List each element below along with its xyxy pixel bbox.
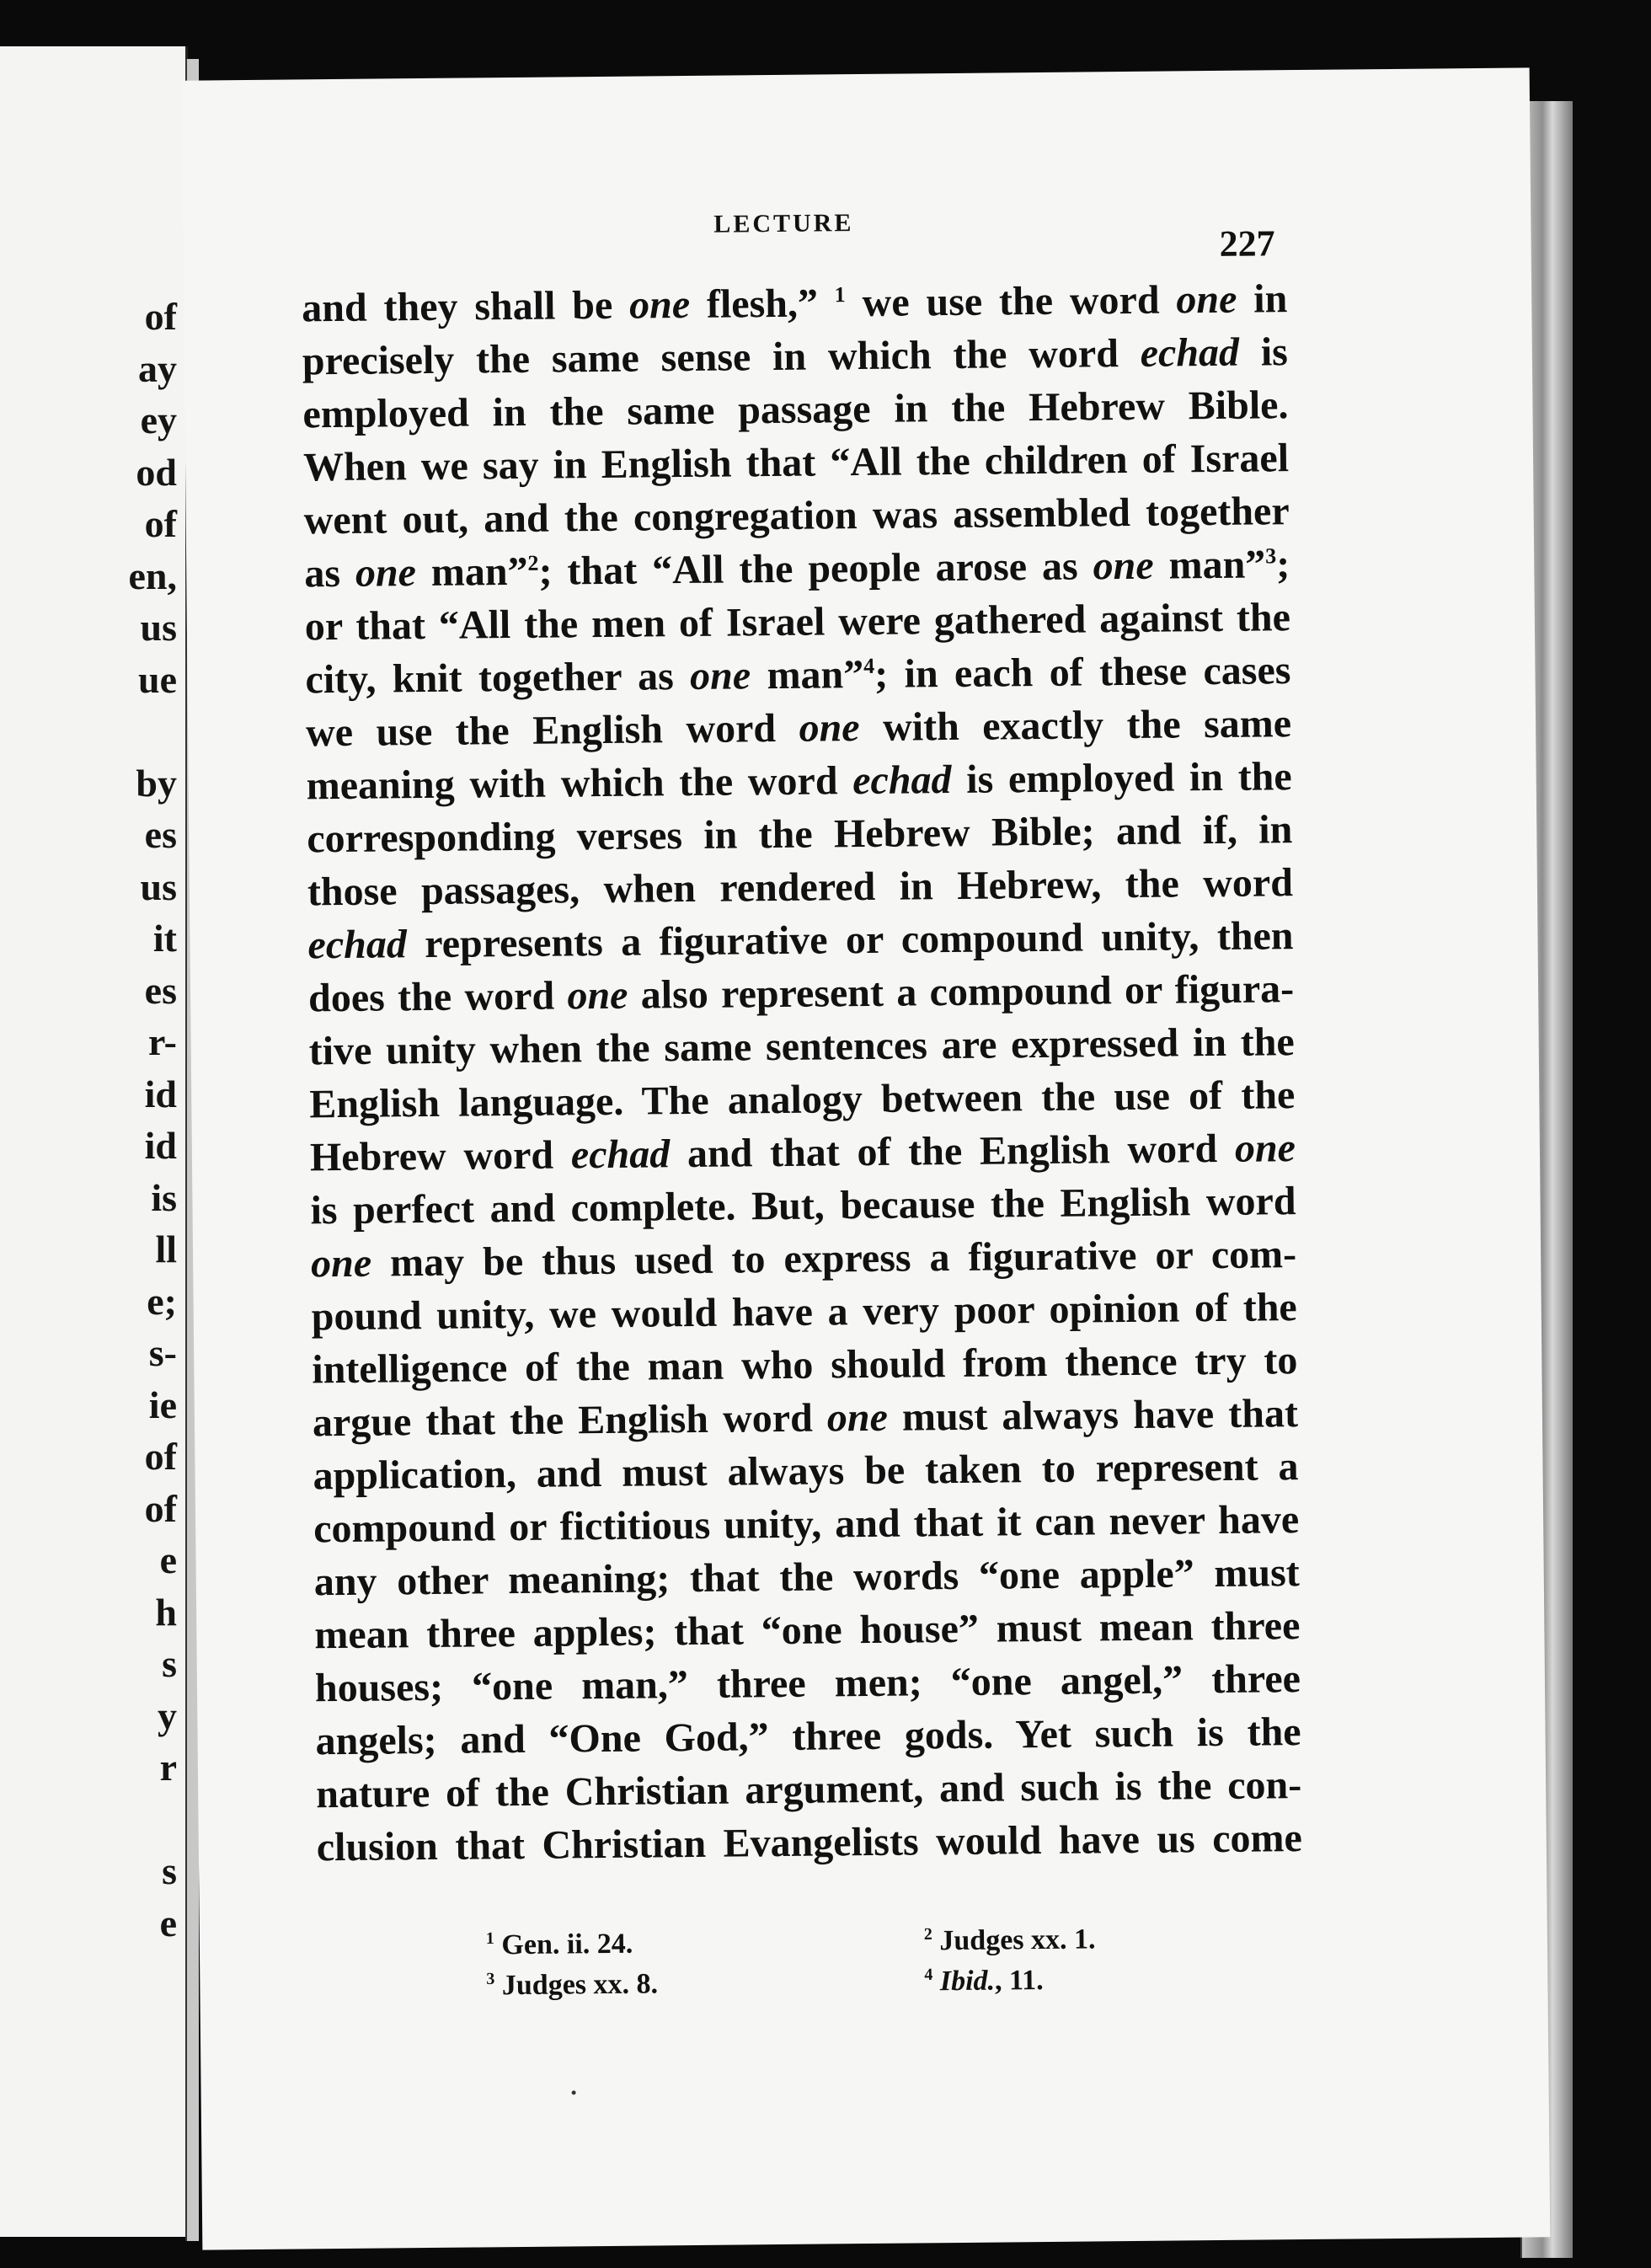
left-fragment: od [136, 450, 177, 494]
text-run: tive unity when the same sentences are expressed in the [308, 1019, 1295, 1074]
text-line [306, 697, 1292, 759]
italic-word: one [1234, 1126, 1296, 1171]
text-run: city, knit together as [305, 653, 691, 703]
left-fragment: ll [155, 1228, 177, 1270]
text-line [305, 644, 1291, 706]
text-run: When we say in English that “All the children of Israel [302, 436, 1290, 490]
text-line [314, 1599, 1301, 1661]
text-line [308, 1015, 1295, 1078]
text-line [311, 1228, 1297, 1290]
text-run: in [1237, 276, 1288, 322]
text-run: mean three apples; that “one house” must mean three [314, 1603, 1301, 1658]
left-fragment: ey [140, 399, 177, 441]
left-fragment: of [144, 295, 177, 338]
text-run: also represent a compound or figura- [628, 966, 1295, 1018]
text-run: flesh,” [689, 281, 836, 327]
left-fragment: s [162, 1642, 177, 1685]
text-run: as [304, 550, 356, 596]
text-line [307, 856, 1294, 918]
text-line [310, 1174, 1296, 1237]
italic-word: echad [1140, 329, 1240, 376]
text-run: represents a figurative or compound unity, then [406, 913, 1294, 967]
italic-word: echad [852, 757, 952, 804]
text-line [307, 803, 1293, 865]
footnote-mark: 1 [485, 1928, 494, 1949]
left-fragment: us [140, 606, 177, 649]
text-line [315, 1705, 1301, 1768]
italic-word: one [689, 653, 751, 698]
text-line [304, 538, 1290, 600]
left-fragment: es [144, 813, 177, 856]
left-fragment: es [144, 968, 177, 1012]
text-run: corresponding verses in the Hebrew Bible; and if, in [307, 807, 1293, 862]
text-run: man” [750, 652, 864, 698]
footnote-text: Ibid. [939, 1965, 996, 1998]
text-line [303, 431, 1290, 494]
text-line [312, 1334, 1298, 1396]
left-fragment: ie [148, 1383, 177, 1426]
text-run: is employed in the [951, 754, 1292, 803]
text-run: those passages, when rendered in Hebrew, the word [307, 860, 1294, 915]
left-page [0, 46, 188, 2237]
left-fragment: it [152, 917, 177, 960]
right-page [182, 67, 1551, 2249]
italic-word: one [628, 281, 691, 328]
text-run: nature of the Christian argument, and such is the con- [315, 1763, 1302, 1817]
footnote-mark: 2 [923, 1924, 932, 1944]
left-fragment: ay [138, 346, 177, 390]
footnote-ref: 1 [834, 282, 846, 308]
text-run: argue that the English word [312, 1395, 828, 1446]
footnote-ref: 4 [863, 653, 875, 678]
left-fragment [51, 705, 177, 757]
footnote [486, 1923, 924, 1964]
text-run: application, and must always be taken to represent a [313, 1444, 1299, 1499]
italic-word: one [310, 1240, 372, 1286]
text-run: may be thus used to express a figurative or com- [371, 1232, 1297, 1286]
body-text [302, 272, 1302, 1874]
text-run: precisely the same sense in which the word [302, 330, 1141, 384]
text-line [317, 1811, 1303, 1874]
running-head: LECTURE [713, 209, 854, 238]
text-run: we use the English word [305, 705, 799, 756]
text-run: Hebrew word [309, 1132, 572, 1180]
left-fragment: id [144, 1072, 177, 1115]
footnote-mark: 4 [924, 1965, 933, 1985]
text-run: ; in each of these cases [874, 648, 1291, 697]
left-fragment: by [136, 761, 177, 805]
text-run: compound or fictitious unity, and that it can never have [313, 1497, 1300, 1552]
left-fragment: of [144, 1435, 177, 1478]
text-line [311, 1281, 1297, 1343]
footnote-ref: 2 [527, 550, 539, 575]
ink-speck [572, 2090, 576, 2094]
text-run: is perfect and complete. But, because the English word [310, 1179, 1296, 1233]
left-fragment: e [159, 1538, 177, 1581]
italic-word: one [355, 550, 417, 596]
left-fragment: id [144, 1124, 177, 1167]
text-run: with exactly the same [859, 701, 1292, 751]
italic-word: one [1093, 543, 1154, 589]
text-line [302, 272, 1288, 334]
italic-word: one [567, 972, 628, 1019]
left-fragment: e [159, 1901, 177, 1944]
left-page-text-fragments [51, 291, 177, 1949]
text-line [315, 1652, 1301, 1714]
text-line [308, 962, 1295, 1024]
footnote-text: Judges xx. 1. [939, 1923, 1096, 1957]
text-run: and they shall be [302, 282, 630, 331]
left-fragment: s- [148, 1331, 177, 1374]
left-fragment: s [162, 1849, 177, 1892]
text-run: is [1238, 329, 1289, 375]
text-line [302, 325, 1289, 388]
footnote-text: Judges xx. 8. [501, 1968, 659, 2002]
text-line [313, 1493, 1300, 1555]
text-run: or that “All the men of Israel were gathered against the [304, 595, 1291, 650]
left-fragment: en, [128, 554, 177, 597]
footnote [486, 1963, 924, 2004]
left-fragment: is [151, 1175, 177, 1219]
footnote [924, 1921, 1143, 1960]
text-line [313, 1440, 1299, 1502]
text-run: clusion that Christian Evangelists would have us come [316, 1816, 1303, 1870]
italic-word: one [1176, 276, 1237, 323]
text-line [306, 750, 1292, 812]
footnote-text: Gen. ii. 24. [501, 1928, 633, 1961]
text-run: does the word [307, 973, 568, 1021]
text-line [307, 909, 1294, 971]
footnote-ref: 3 [1265, 543, 1277, 569]
left-fragment: h [155, 1590, 177, 1634]
text-line [316, 1758, 1302, 1821]
text-run: angels; and “One God,” three gods. Yet such is the [315, 1709, 1301, 1764]
text-run: English language. The analogy between the use of the [309, 1072, 1296, 1127]
text-line [309, 1068, 1296, 1131]
text-line [313, 1546, 1300, 1608]
text-run: and that of the English word [669, 1126, 1236, 1177]
left-fragment: of [144, 1486, 177, 1530]
text-run: houses; “one man,” three men; “one angel,” three [314, 1656, 1301, 1711]
left-fragment: r [159, 1746, 177, 1789]
text-run: employed in the same passage in the Hebrew Bible. [302, 382, 1289, 437]
italic-word: one [799, 705, 860, 751]
text-run: meaning with which the word [306, 758, 853, 809]
text-run: ; [1276, 542, 1290, 587]
left-fragment: e; [147, 1279, 177, 1323]
footnote-mark: 3 [486, 1969, 495, 1989]
text-run: must always have that [887, 1391, 1299, 1440]
footnote-text-rest: , 11. [994, 1965, 1044, 1997]
text-run: man” [415, 548, 528, 596]
text-run: went out, and the congregation was assembled together [303, 489, 1290, 543]
left-fragment: us [140, 864, 177, 908]
italic-word: echad [307, 922, 408, 968]
text-line [313, 1387, 1299, 1449]
left-fragment: r- [147, 1020, 177, 1063]
text-run: pound unity, we would have a very poor opinion of the [311, 1285, 1297, 1340]
text-run: we use the word [845, 277, 1177, 326]
text-line [305, 591, 1291, 653]
left-fragment [51, 1794, 177, 1846]
text-run: any other meaning; that the words “one apple” must [313, 1550, 1300, 1605]
text-run: man” [1153, 542, 1266, 588]
footnotes [486, 1921, 1144, 2004]
left-fragment: of [144, 502, 177, 545]
page-number: 227 [1219, 222, 1275, 265]
text-line [303, 484, 1290, 547]
text-line [302, 378, 1289, 441]
text-run: ; that “All the people arose as [538, 543, 1093, 594]
italic-word: one [826, 1394, 889, 1441]
left-fragment: y [158, 1693, 177, 1737]
text-line [310, 1121, 1296, 1184]
text-run: intelligence of the man who should from thence try to [312, 1338, 1298, 1393]
footnote [924, 1961, 1143, 2000]
left-fragment: ue [138, 657, 177, 701]
italic-word: echad [570, 1131, 671, 1178]
